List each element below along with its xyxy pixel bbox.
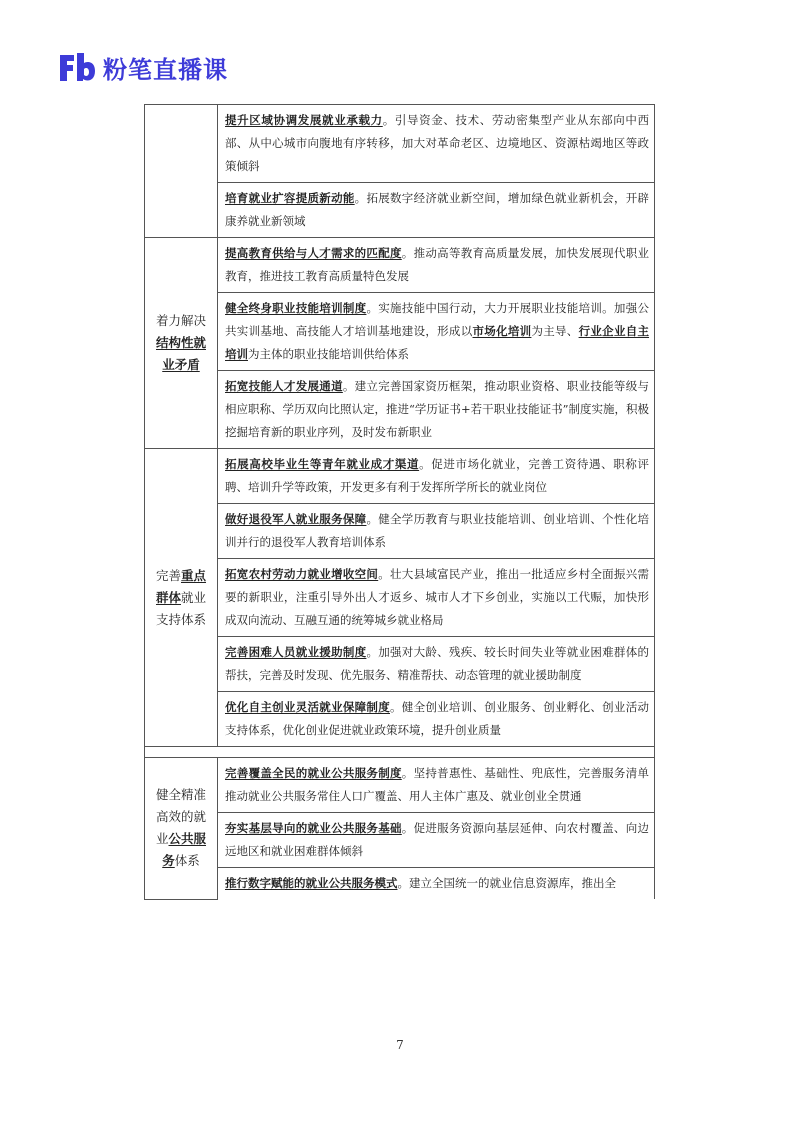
- item-text: 。促进服务资源向基层延伸、向农村覆盖、向边远地区和就业困难群体倾斜: [225, 821, 650, 858]
- category-text: 完善: [155, 567, 181, 583]
- table-row: [145, 559, 655, 637]
- fb-logo-icon: [57, 51, 97, 85]
- item-heading: 健全终身职业技能培训制度: [225, 301, 367, 315]
- table-row: [145, 813, 655, 868]
- category-text: 公共服务: [162, 831, 207, 869]
- category-text: 健全精准高效的就业: [155, 787, 206, 847]
- brand-name: 粉笔直播课: [103, 56, 228, 84]
- table-row: [145, 371, 655, 449]
- page-number: 7: [396, 1038, 404, 1052]
- item-heading: 拓宽农村劳动力就业增收空间: [225, 567, 379, 581]
- item-heading: 完善覆盖全民的就业公共服务制度: [225, 766, 402, 780]
- item-cell: [218, 637, 655, 692]
- item-text: 。推动高等教育高质量发展，加快发展现代职业教育，推进技工教育高质量特色发展: [225, 246, 650, 283]
- category-cell: [145, 449, 218, 747]
- item-text: 。拓展数字经济就业新空间，增加绿色就业新机会，开辟康养就业新领域: [225, 191, 650, 228]
- category-cell: [145, 758, 218, 900]
- item-text: 。健全学历教育与职业技能培训、创业培训、个性化培训并行的退役军人教育培训体系: [225, 512, 650, 549]
- item-heading: 做好退役军人就业服务保障: [225, 512, 367, 526]
- item-text: 为主体的职业技能培训供给体系: [248, 347, 409, 361]
- category-text: 体系: [174, 853, 200, 869]
- table-row: [145, 449, 655, 504]
- item-cell: [218, 868, 655, 900]
- item-cell: [218, 559, 655, 637]
- item-cell: [218, 293, 655, 371]
- table-row: [145, 504, 655, 559]
- item-cell: [218, 105, 655, 183]
- category-cell: [145, 238, 218, 449]
- table-row: [145, 637, 655, 692]
- table-row: [145, 238, 655, 293]
- table-row: [145, 758, 655, 813]
- item-heading: 培育就业扩容提质新动能: [225, 191, 355, 205]
- item-heading: 夯实基层导向的就业公共服务基础: [225, 821, 402, 835]
- item-text: 。建立全国统一的就业信息资源库，推出全: [397, 876, 616, 890]
- item-text: 为主导、: [531, 324, 579, 338]
- category-text: 结构性就业矛盾: [155, 335, 206, 372]
- item-heading: 行业企业自主培训: [225, 324, 650, 361]
- item-text: 。坚持普惠性、基础性、兜底性，完善服务清单推动就业公共服务常住人口广覆盖、用人主体广惠及、就业创业全贯通: [225, 766, 650, 803]
- item-heading: 完善困难人员就业援助制度: [225, 645, 367, 659]
- table-gap-row: [145, 747, 655, 758]
- item-text: 。促进市场化就业，完善工资待遇、职称评聘、培训升学等政策，开发更多有利于发挥所学所长的就业岗位: [225, 457, 650, 494]
- item-heading: 市场化培训: [472, 324, 532, 338]
- item-heading: 推行数字赋能的就业公共服务模式: [225, 876, 398, 890]
- item-heading: 提高教育供给与人才需求的匹配度: [225, 246, 402, 260]
- category-text: 就业支持体系: [155, 589, 207, 627]
- item-cell: [218, 504, 655, 559]
- brand-logo: [57, 50, 228, 85]
- item-cell: [218, 238, 655, 293]
- item-text: 。引导资金、技术、劳动密集型产业从东部向中西部、从中心城市向腹地有序转移，加大对革命老区、边境地区、资源枯竭地区等政策倾斜: [225, 113, 650, 173]
- category-text: 着力解决: [155, 313, 206, 328]
- table-row: [145, 105, 655, 183]
- table-row: [145, 183, 655, 238]
- category-cell: [145, 105, 218, 238]
- item-heading: 拓展高校毕业生等青年就业成才渠道: [225, 457, 420, 471]
- item-text: 。壮大县域富民产业，推出一批适应乡村全面振兴需要的新职业，注重引导外出人才返乡、城市人才下乡创业，实施以工代赈，加快形成双向流动、互融互通的统筹城乡就业格局: [225, 567, 650, 627]
- item-cell: [218, 371, 655, 449]
- item-text: 。健全创业培训、创业服务、创业孵化、创业活动支持体系，优化创业促进就业政策环境，提升创业质量: [225, 700, 649, 737]
- item-cell: [218, 183, 655, 238]
- item-cell: [218, 692, 655, 747]
- table-row: [145, 868, 655, 900]
- item-cell: [218, 449, 655, 504]
- item-text: 。实施技能中国行动，大力开展职业技能培训。加强公共实训基地、高技能人才培训基地建设，形成以: [225, 301, 650, 338]
- item-heading: 拓宽技能人才发展通道: [225, 379, 343, 393]
- category-text: 重点群体: [155, 567, 207, 605]
- table-row: [145, 293, 655, 371]
- item-text: 。建立完善国家资历框架，推动职业资格、职业技能等级与相应职称、学历双向比照认定，推进“学历证书+若干职业技能证书”制度实施，积极挖掘培育新的职业序列，及时发布新职业: [225, 379, 649, 439]
- content-table: [144, 104, 655, 900]
- item-cell: [218, 758, 655, 813]
- item-heading: 提升区域协调发展就业承载力: [225, 113, 383, 127]
- item-text: 。加强对大龄、残疾、较长时间失业等就业困难群体的帮扶，完善及时发现、优先服务、精准帮扶、动态管理的就业援助制度: [225, 645, 650, 682]
- table-row: [145, 692, 655, 747]
- item-heading: 优化自主创业灵活就业保障制度: [225, 700, 390, 714]
- item-cell: [218, 813, 655, 868]
